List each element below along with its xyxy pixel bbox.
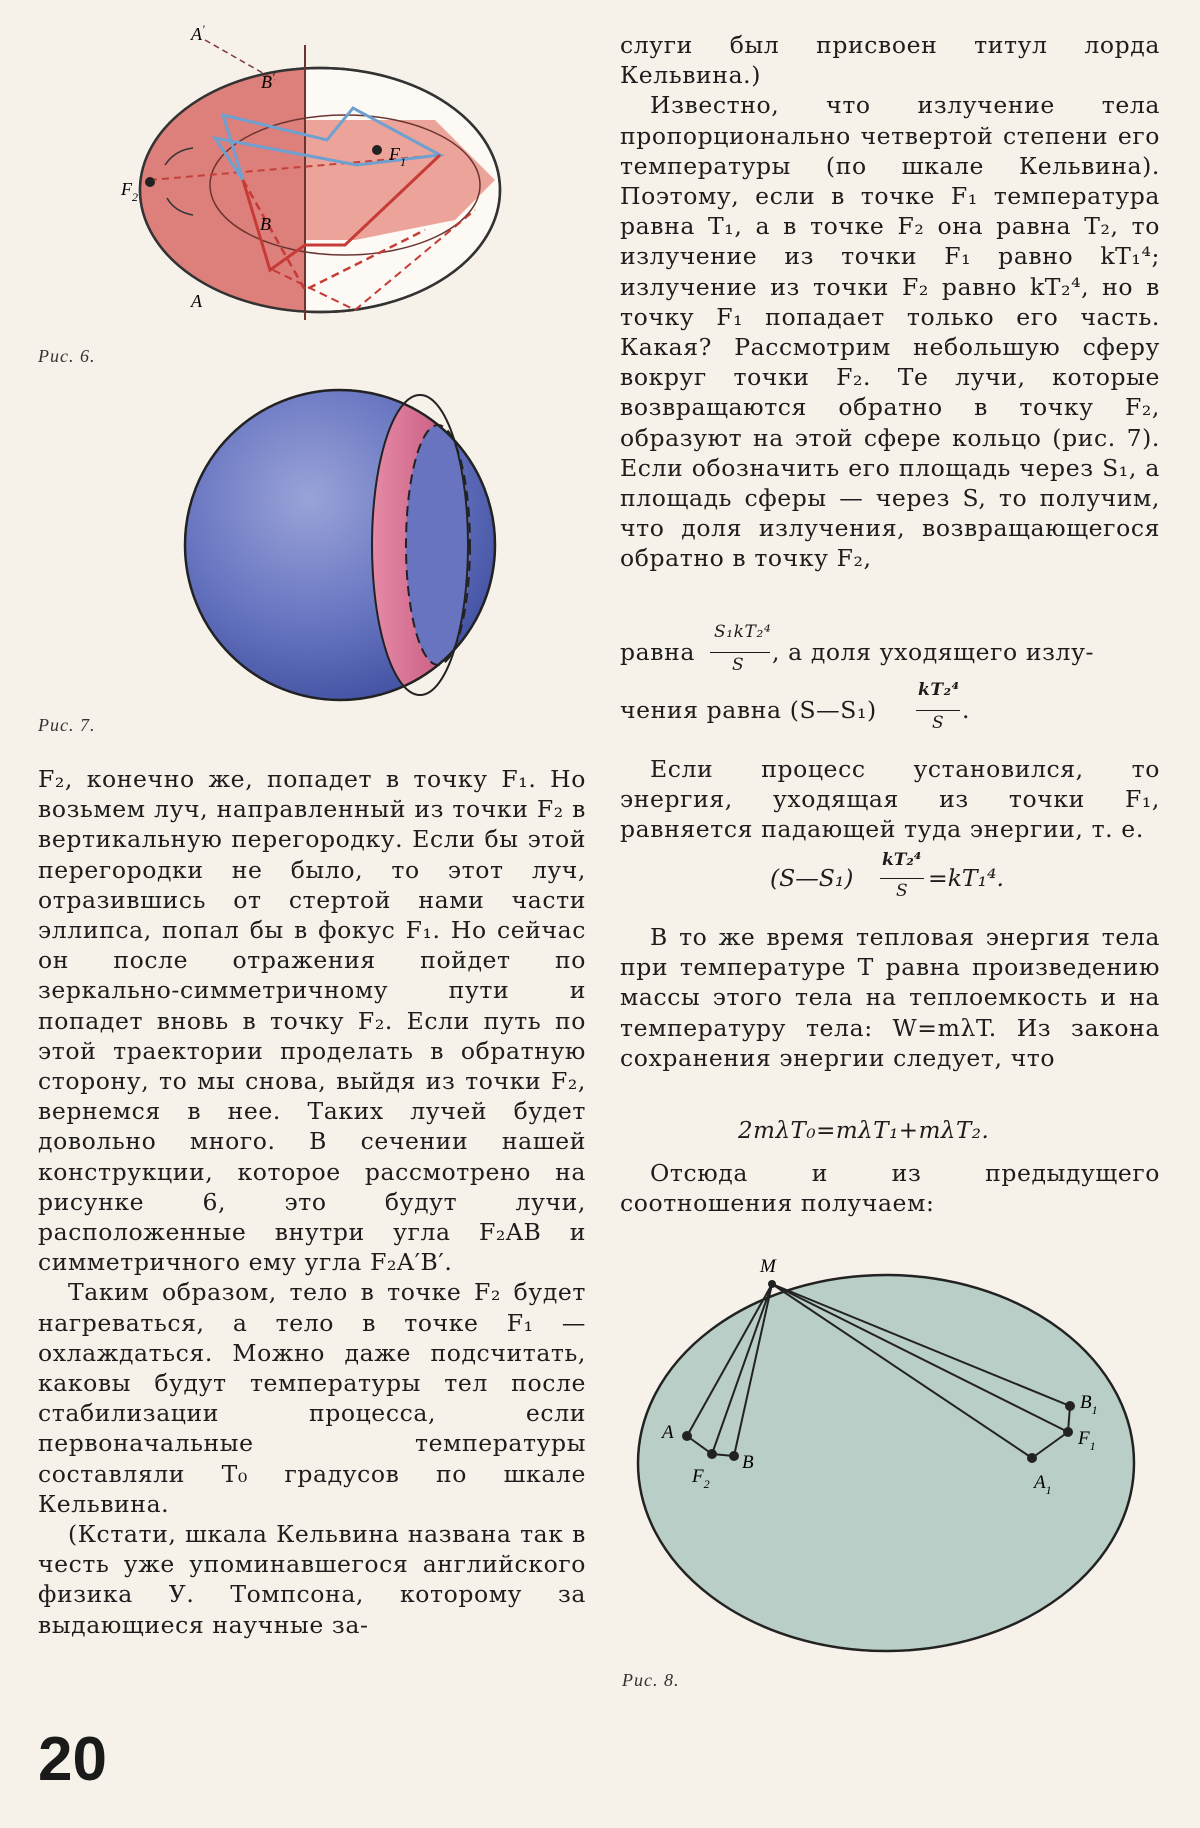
right-paragraph-4: В то же время тепловая энергия тела при температуре T равна произведению массы этого тела на теплоемкость и на температуру тела: W=mλT. Из закона сохранения энергии следует, что: [620, 923, 1160, 1072]
label-b: B: [742, 1452, 754, 1473]
figure-6-diagram: [95, 20, 515, 340]
left-paragraph-1: F₂, конечно же, попадет в точку F₁. Но возьмем луч, направленный из точки F₂ в вертикальную перегородку. Если бы этой перегородки не было, то этот луч, отразившись от стертой нами части эллипса, попал бы в фокус F₁. Но сейчас он после отражения пойдет по зеркально-симметричному пути и попадет вновь в точку F₂. Если путь по этой траектории проделать в обратную сторону, то мы снова, выйдя из точки F₂, вернемся в нее. Таких лучей будет довольно много. В сечении нашей конструкции, которое рассмотрено на рисунке 6, это будут лучи, расположенные внутри угла F₂AB и симметричного ему угла F₂A′B′.: [38, 765, 586, 1277]
left-paragraph-2: Таким образом, тело в точке F₂ будет нагреваться, а тело в точке F₁ — охлаждаться. Можно даже подсчитать, каковы будут температуры тел после стабилизации процесса, если первоначальные температуры составляли T₀ градусов по шкале Кельвина.: [38, 1278, 586, 1518]
frac2-denominator: S: [932, 713, 945, 733]
figure-7-sphere: [180, 385, 500, 705]
label-b1: $B_1$: [1080, 1392, 1098, 1417]
frac1-numerator: S₁kT₂⁴: [714, 622, 772, 642]
frac2-numerator: kT₂⁴: [918, 680, 960, 700]
frac1-after: , а доля уходящего излу-: [772, 638, 1095, 666]
frac2-bar: [916, 710, 960, 711]
figure-8-caption: Рис. 8.: [622, 1670, 680, 1690]
eq1-bar: [880, 878, 924, 879]
label-a1: $A_1$: [1034, 1472, 1052, 1497]
eq1-right: =kT₁⁴.: [928, 864, 1004, 892]
right-column-mid: [620, 754, 1160, 845]
right-column-lower: [620, 922, 1160, 1073]
equation-2: 2mλT₀=mλT₁+mλT₂.: [738, 1118, 990, 1144]
figure-8: [612, 1248, 1160, 1668]
label-a: A: [662, 1422, 674, 1443]
eq1-left: (S—S₁): [770, 864, 854, 892]
figure-7-caption: Рис. 7.: [38, 715, 96, 735]
label-a: A: [191, 291, 202, 311]
right-paragraph-3: Если процесс установился, то энергия, уходящая из точки F₁, равняется падающей туда энергии, т. е.: [620, 755, 1160, 844]
label-a-prime: A′: [191, 22, 205, 44]
frac2-before: чения равна (S—S₁): [620, 696, 877, 724]
right-column-top: [620, 30, 1160, 574]
figure-7: [180, 385, 500, 705]
label-f2: $F_2$: [121, 179, 138, 204]
eq1-numerator: kT₂⁴: [882, 850, 922, 870]
right-column-end: [620, 1158, 1160, 1218]
equation-1: [770, 850, 1090, 910]
label-f2: $F_2$: [692, 1466, 710, 1491]
frac2-after: .: [962, 696, 971, 724]
frac1-denominator: S: [732, 655, 745, 675]
page-number: 20: [38, 1725, 107, 1794]
label-f1: $F_1$: [1078, 1428, 1096, 1453]
label-m: M: [760, 1256, 776, 1277]
right-paragraph-5: Отсюда и из предыдущего соотношения получаем:: [620, 1159, 1160, 1218]
frac1-before: равна: [620, 638, 695, 666]
label-b-prime: B′: [261, 70, 275, 92]
fraction-line-2: [620, 680, 1160, 742]
figure-6-caption: Рис. 6.: [38, 346, 96, 366]
right-paragraph-2: Известно, что излучение тела пропорционально четвертой степени его температуры (по шкале Кельвина). Поэтому, если в точке F₁ температура равна T₁, а в точке F₂ она равна T₂, то излучение из точки F₁ равно kT₁⁴; излучение из точки F₂ равно kT₂⁴, но в точку F₁ попадает только его часть. Какая? Рассмотрим небольшую сферу вокруг точки F₂. Те лучи, которые возвращаются обратно в точку F₂, образуют на этой сфере кольцо (рис. 7). Если обозначить его площадь через S₁, а площадь сферы — через S, то получим, что доля излучения, возвращающегося обратно в точку F₂,: [620, 91, 1160, 573]
figure-8-diagram: [612, 1248, 1160, 1668]
label-b: B: [260, 214, 271, 234]
figure-6: [95, 20, 515, 340]
left-column: [38, 764, 586, 1640]
eq1-denominator: S: [896, 881, 908, 901]
frac1-bar: [710, 652, 770, 653]
label-f1: $F_1$: [389, 144, 406, 169]
left-paragraph-3: (Кстати, шкала Кельвина названа так в честь уже упоминавшегося английского физика У. Томпсона, которому за выдающиеся научные за-: [38, 1520, 586, 1639]
right-paragraph-1: слуги был присвоен титул лорда Кельвина.): [620, 31, 1160, 90]
fraction-line-1: [620, 622, 1160, 684]
